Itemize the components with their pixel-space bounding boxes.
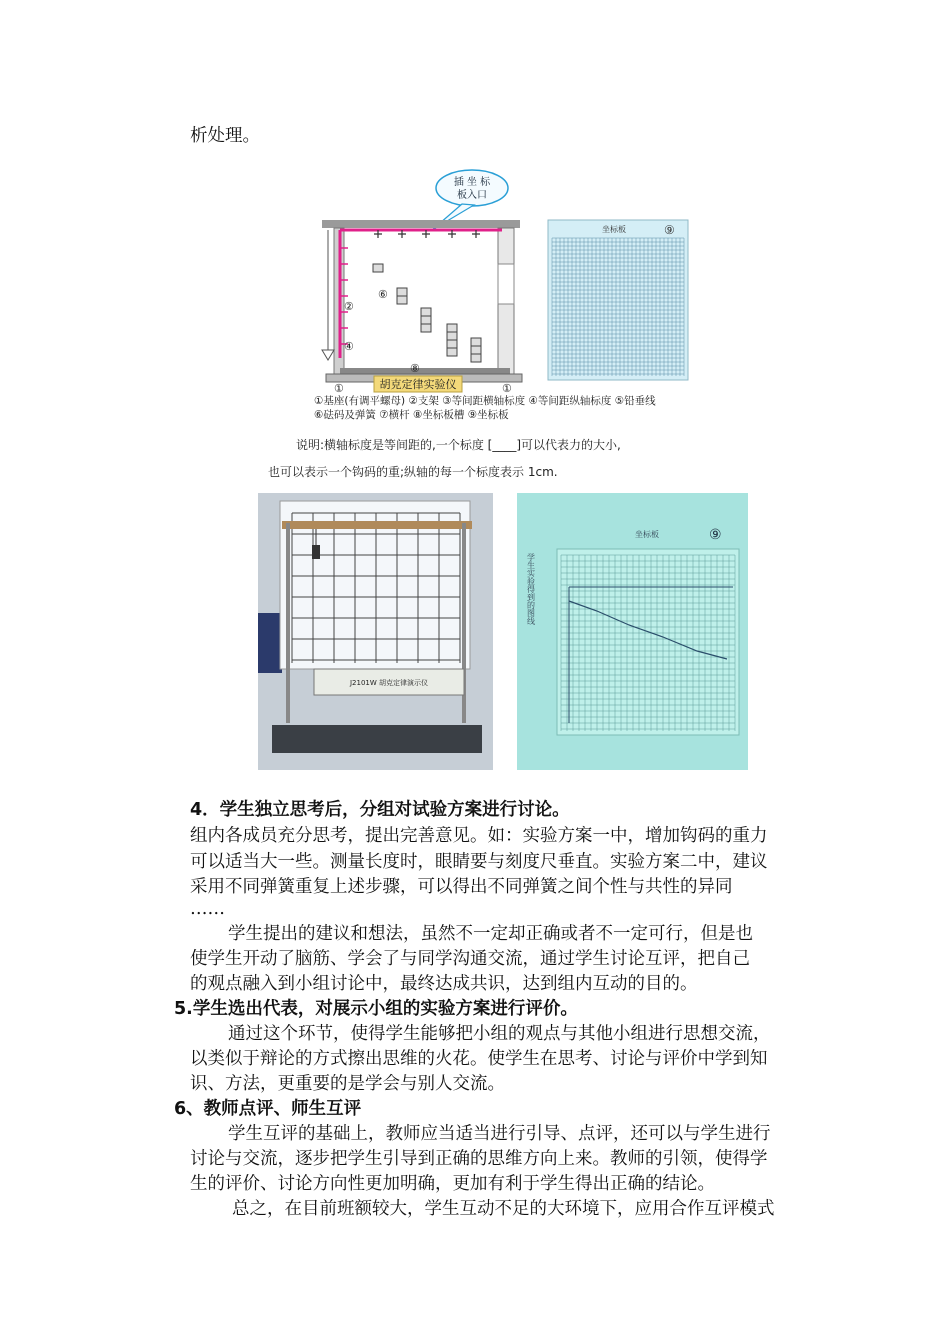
legend-line-1: ①基座(有调平螺母) ②支架 ③等间距横轴标度 ④等间距纵轴标度 ⑤铅垂线	[314, 395, 656, 407]
top-bar	[322, 220, 520, 228]
callout-text-1: 插 坐 标	[453, 177, 491, 188]
section6-p2-line: 总之，在目前班额较大，学生互动不足的大环境下，应用合作互评模式	[232, 1199, 775, 1219]
graph-side-text: 学生实验得到的图线	[526, 553, 536, 625]
marker-8: ⑧	[410, 362, 420, 375]
board-title: 坐标板	[602, 225, 626, 234]
board	[548, 220, 688, 380]
background-vase	[258, 613, 282, 673]
plumb-bob	[322, 350, 334, 360]
section5-heading: 5.学生选出代表，对展示小组的实验方案进行评价。	[174, 999, 578, 1019]
board-marker-9: ⑨	[664, 223, 675, 237]
device-label: 胡克定律实验仪	[379, 378, 457, 391]
graph-marker-9: ⑨	[709, 527, 722, 543]
text-line: 析处理。	[190, 126, 260, 146]
graph-paper	[557, 549, 739, 735]
student-graph-svg	[517, 493, 748, 770]
weights	[373, 264, 481, 362]
photo-base	[272, 725, 482, 753]
apparatus-photo-svg	[258, 493, 493, 770]
section4-p2-line: 的观点融入到小组讨论中，最终达成共识，达到组内互动的目的。	[190, 974, 698, 994]
section4-heading: 4．学生独立思考后，分组对试验方案进行讨论。	[190, 800, 570, 820]
marker-4: ④	[344, 340, 354, 353]
bottom-rail	[340, 368, 510, 374]
marker-2: ②	[344, 300, 354, 313]
note-line-1: 说明:横轴标度是等间距的,一个标度 [____]可以代表力的大小,	[296, 438, 621, 452]
apparatus-diagram	[312, 168, 732, 468]
section6-p1-line: 学生互评的基础上，教师应当适当进行引导、点评，还可以与学生进行	[228, 1124, 771, 1144]
section4-p1-line: ……	[190, 899, 225, 919]
section5-p1-line: 以类似于辩论的方式擦出思维的火花。使学生在思考、讨论与评价中学到知	[190, 1049, 768, 1069]
note-line-2: 也可以表示一个钩码的重;纵轴的每一个标度表示 1cm.	[268, 465, 558, 479]
callout-text-2: 板入口	[457, 190, 487, 201]
marker-1-left: ①	[334, 382, 344, 395]
right-window	[498, 264, 514, 304]
student-graph-photo	[517, 493, 748, 770]
section4-p2-line: 使学生开动了脑筋、学会了与同学沟通交流，通过学生讨论互评，把自己	[190, 949, 750, 969]
name-plate-text: J2101W 胡克定律演示仪	[349, 679, 429, 687]
section4-p1-line: 采用不同弹簧重复上述步骤，可以得出不同弹簧之间个性与共性的异同	[190, 877, 733, 897]
graph-title: 坐标板	[635, 530, 659, 539]
crossbar	[282, 521, 472, 529]
marker-1-right: ①	[502, 382, 512, 395]
section6-p1-line: 讨论与交流，逐步把学生引导到正确的思维方向上来。教师的引领，使得学	[190, 1149, 768, 1169]
apparatus-svg	[312, 168, 732, 468]
section5-p1-line: 识、方法，更重要的是学会与别人交流。	[190, 1074, 505, 1094]
section4-p1-line: 组内各成员充分思考，提出完善意见。如：实验方案一中，增加钩码的重力	[190, 826, 768, 846]
section6-heading: 6、教师点评、师生互评	[174, 1099, 362, 1119]
section5-p1-line: 通过这个环节，使得学生能够把小组的观点与其他小组进行思想交流，	[228, 1024, 771, 1044]
apparatus-photo	[258, 493, 493, 770]
marker-6: ⑥	[378, 288, 388, 301]
section4-p2-line: 学生提出的建议和想法，虽然不一定却正确或者不一定可行，但是也	[228, 924, 753, 944]
legend-line-2: ⑥砝码及弹簧 ⑦横杆 ⑧坐标板槽 ⑨坐标板	[314, 409, 509, 421]
section4-p1-line: 可以适当大一些。测量长度时，眼睛要与刻度尺垂直。实验方案二中，建议	[190, 852, 768, 872]
hanging-weight	[312, 545, 320, 559]
section6-p1-line: 生的评价、讨论方向性更加明确，更加有利于学生得出正确的结论。	[190, 1174, 715, 1194]
